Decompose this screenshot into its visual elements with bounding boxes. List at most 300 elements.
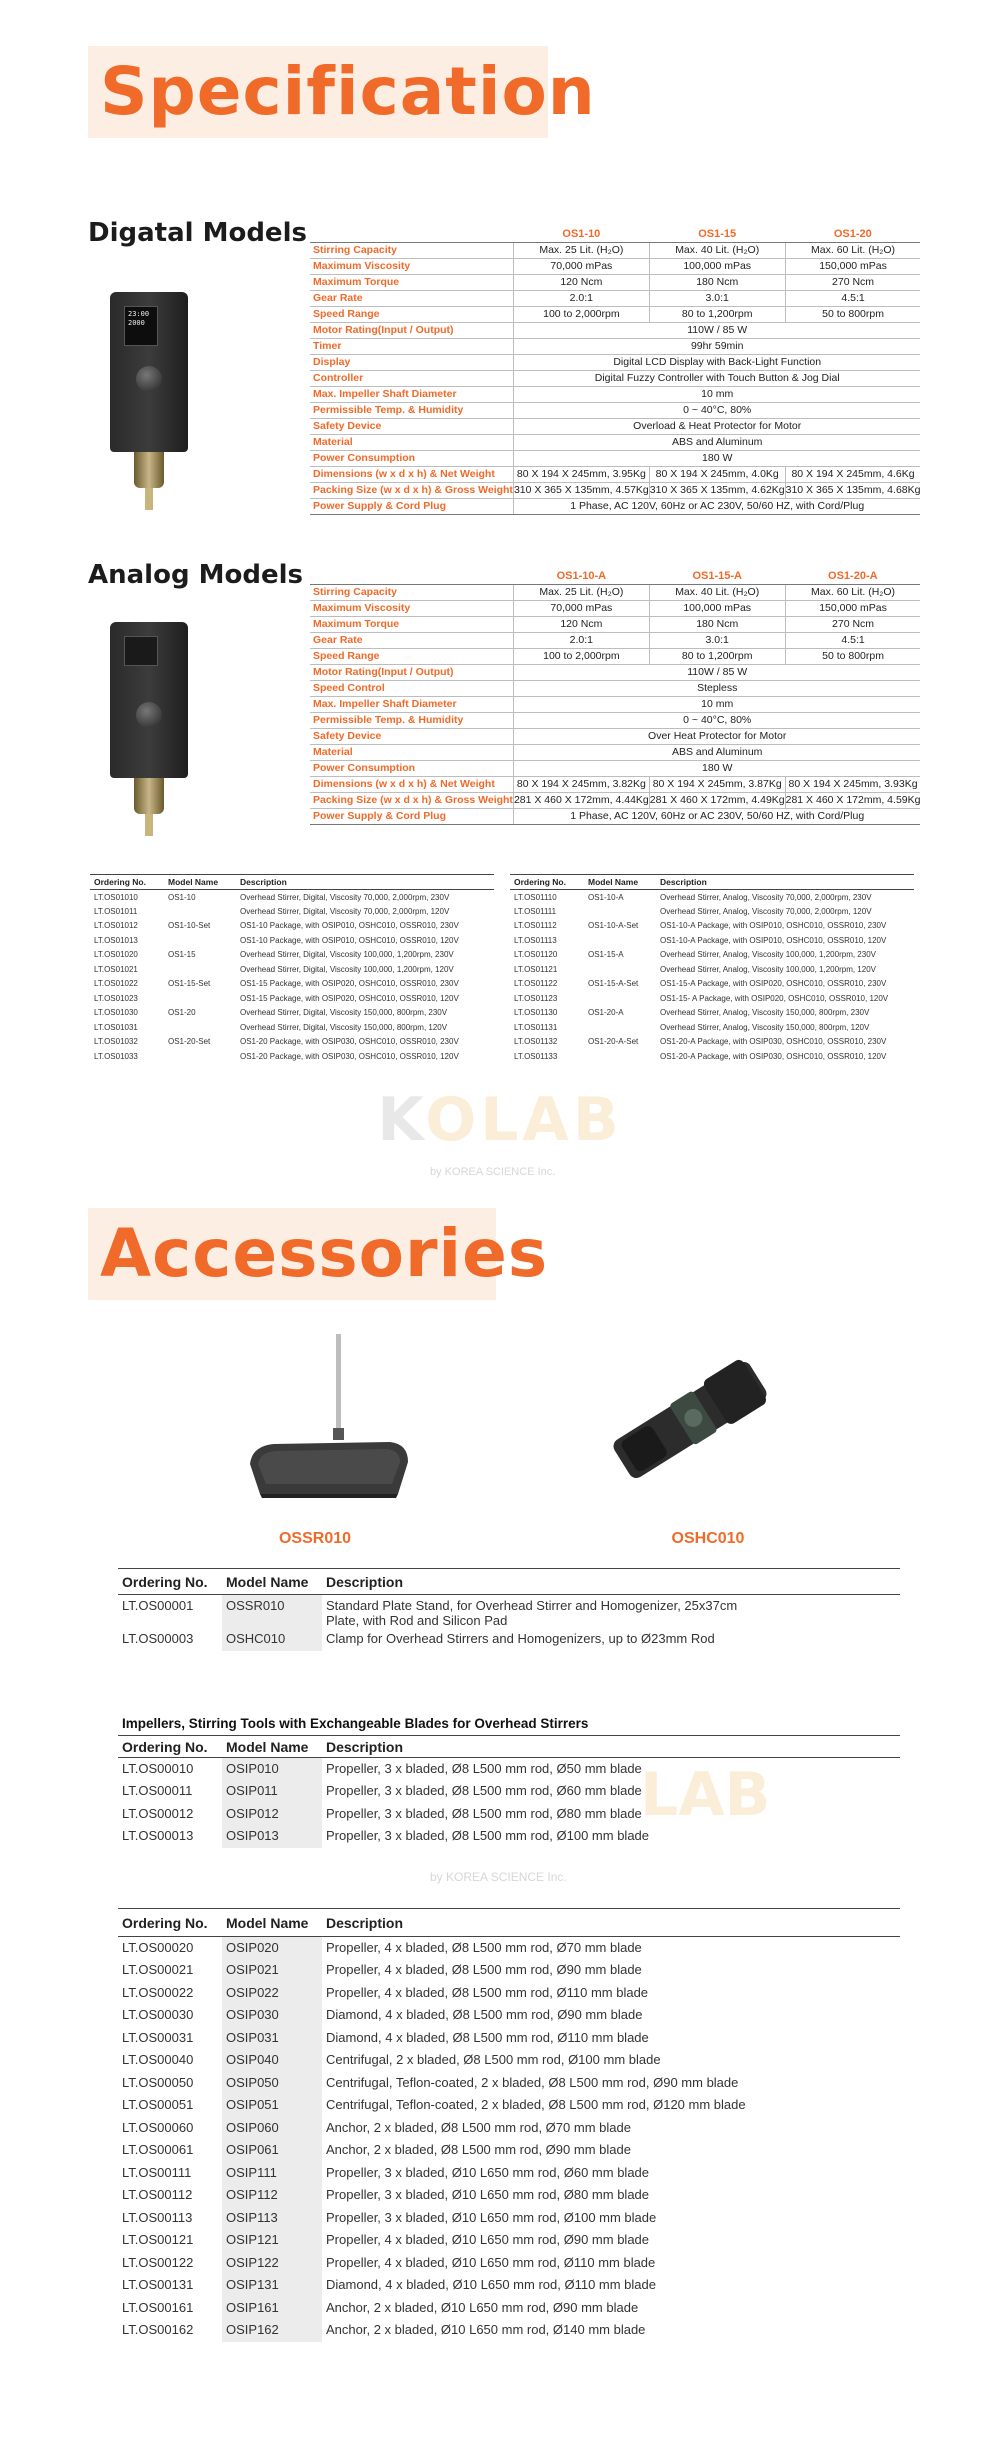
description-cell: Overhead Stirrer, Digital, Viscosity 150,000, 800rpm, 230V bbox=[240, 1008, 448, 1018]
spec-value: 50 to 800rpm bbox=[785, 648, 920, 664]
spec-row bbox=[310, 322, 920, 338]
table-row bbox=[118, 1982, 900, 2005]
spec-value: 120 Ncm bbox=[513, 616, 649, 632]
spec-value: 281 X 460 X 172mm, 4.59Kg bbox=[785, 794, 921, 806]
ordering-no-cell: LT.OS00113 bbox=[122, 2209, 193, 2225]
specification-title: Specification bbox=[100, 53, 596, 130]
ordering-no-cell: LT.OS00021 bbox=[122, 1962, 194, 1977]
spec-label: Maximum Torque bbox=[310, 616, 513, 632]
watermark-k: K bbox=[377, 1085, 426, 1155]
spec-value: Stepless bbox=[513, 680, 920, 696]
ordering-no-cell: LT.OS00031 bbox=[122, 2029, 194, 2045]
spec-value: 70,000 mPas bbox=[513, 258, 649, 274]
spec-value: 150,000 mPas bbox=[785, 258, 920, 274]
spec-row bbox=[310, 808, 920, 824]
ordering-no-cell: LT.OS00010 bbox=[122, 1761, 194, 1776]
impellers-title: Impellers, Stirring Tools with Exchangeable Blades for Overhead Stirrers bbox=[122, 1716, 589, 1731]
analog-stirrer-photo bbox=[110, 622, 188, 778]
ordering-no-cell: LT.OS01010 bbox=[94, 892, 138, 902]
model-name-cell: OSIP040 bbox=[222, 2049, 322, 2072]
spec-model-col: OS1-10 bbox=[513, 226, 649, 242]
spec-value: 80 X 194 X 245mm, 3.87Kg bbox=[649, 776, 785, 792]
ordering-no-header: Ordering No. bbox=[510, 875, 584, 890]
table-row bbox=[90, 919, 494, 934]
spec-label: Motor Rating(Input / Output) bbox=[310, 322, 513, 338]
table-row bbox=[510, 890, 914, 905]
spec-value: 80 to 1,200rpm bbox=[649, 306, 785, 322]
model-name-header: Model Name bbox=[222, 1736, 322, 1758]
description-cell: Propeller, 4 x bladed, Ø8 L500 mm rod, Ø90 mm blade bbox=[326, 1962, 642, 1977]
model-name-cell: OSIP061 bbox=[222, 2139, 322, 2162]
ordering-no-cell: LT.OS00162 bbox=[122, 2322, 194, 2337]
kolab-watermark-fragment: LAB bbox=[640, 1760, 771, 1830]
model-name-header: Model Name bbox=[222, 1569, 322, 1595]
spec-label: Material bbox=[310, 434, 513, 450]
table-row bbox=[90, 977, 494, 992]
spec-row bbox=[310, 616, 920, 632]
digital-spec-header bbox=[310, 226, 920, 242]
ordering-no-cell: LT.OS00011 bbox=[122, 1783, 193, 1798]
ordering-no-cell: LT.OS00001 bbox=[122, 1598, 194, 1613]
spec-label: Max. Impeller Shaft Diameter bbox=[310, 386, 513, 402]
table-row bbox=[118, 2229, 900, 2252]
spec-header-blank bbox=[310, 226, 513, 242]
watermark-subtitle: by KOREA SCIENCE Inc. bbox=[430, 1166, 556, 1178]
ordering-no-cell: LT.OS01113 bbox=[514, 935, 557, 945]
specification-banner bbox=[88, 46, 596, 138]
spec-value: 100 to 2,000rpm bbox=[513, 648, 649, 664]
model-name-cell: OS1-15-A-Set bbox=[588, 979, 639, 989]
spec-value: 2.0:1 bbox=[513, 632, 649, 648]
ordering-no-cell: LT.OS00112 bbox=[122, 2187, 193, 2202]
spec-value: Max. 60 Lit. (H₂O) bbox=[785, 242, 920, 258]
spec-label: Packing Size (w x d x h) & Gross Weight bbox=[310, 792, 513, 808]
table-row bbox=[510, 977, 914, 992]
spec-row bbox=[310, 274, 920, 290]
table-row bbox=[118, 1628, 900, 1651]
table-row bbox=[510, 933, 914, 948]
model-name-cell: OSIP131 bbox=[222, 2274, 322, 2297]
spec-label: Material bbox=[310, 744, 513, 760]
jog-dial-icon bbox=[136, 366, 162, 392]
description-cell: Centrifugal, Teflon-coated, 2 x bladed, Ø8 L500 mm rod, Ø90 mm blade bbox=[326, 2074, 739, 2090]
accessory-label: OSHC010 bbox=[671, 1530, 745, 1547]
spec-row bbox=[310, 434, 920, 450]
spec-row bbox=[310, 338, 920, 354]
model-name-cell: OSIP112 bbox=[222, 2184, 322, 2207]
spec-value: 80 X 194 X 245mm, 4.0Kg bbox=[649, 466, 785, 482]
description-cell: Overhead Stirrer, Digital, Viscosity 100,000, 1,200rpm, 230V bbox=[240, 950, 454, 960]
model-name-cell bbox=[164, 962, 236, 977]
accessory-label: OSSR010 bbox=[278, 1530, 352, 1547]
table-row bbox=[510, 1035, 914, 1050]
spec-row bbox=[310, 386, 920, 402]
spec-label: Power Supply & Cord Plug bbox=[310, 498, 513, 514]
model-name-cell: OSIP021 bbox=[222, 1959, 322, 1982]
description-cell: Standard Plate Stand, for Overhead Stirrer and Homogenizer, 25x37cm Plate, with Rod and Silicon Pad bbox=[326, 1598, 738, 1628]
description-cell: OS1-10 Package, with OSIP010, OSHC010, OSSR010, 230V bbox=[240, 921, 459, 931]
watermark-o: O bbox=[425, 1085, 481, 1155]
spec-label: Speed Range bbox=[310, 306, 513, 322]
table-row bbox=[90, 962, 494, 977]
model-name-cell: OSIP051 bbox=[222, 2094, 322, 2117]
model-name-cell: OS1-10-A-Set bbox=[588, 921, 639, 931]
ordering-no-cell: LT.OS01112 bbox=[514, 921, 557, 931]
description-cell: Centrifugal, Teflon-coated, 2 x bladed, Ø8 L500 mm rod, Ø120 mm blade bbox=[326, 2097, 746, 2112]
table-row bbox=[510, 904, 914, 919]
model-name-cell bbox=[584, 962, 656, 977]
spec-label: Controller bbox=[310, 370, 513, 386]
model-name-cell: OSIP121 bbox=[222, 2229, 322, 2252]
spec-value: 80 X 194 X 245mm, 3.82Kg bbox=[513, 776, 649, 792]
ordering-no-cell: LT.OS00122 bbox=[122, 2254, 194, 2270]
spec-value: 270 Ncm bbox=[785, 274, 920, 290]
spec-value: 4.5:1 bbox=[785, 632, 920, 648]
description-cell: OS1-20 Package, with OSIP030, OSHC010, OSSR010, 120V bbox=[240, 1051, 459, 1061]
spec-row bbox=[310, 498, 920, 514]
accessories-header bbox=[118, 1569, 900, 1595]
model-name-cell: OS1-15 bbox=[168, 950, 196, 960]
table-row bbox=[118, 2072, 900, 2095]
ordering-no-cell: LT.OS00051 bbox=[122, 2097, 194, 2112]
table-row bbox=[118, 1937, 900, 1960]
description-cell: OS1-15 Package, with OSIP020, OSHC010, OSSR010, 120V bbox=[240, 993, 459, 1003]
spec-row bbox=[310, 648, 920, 664]
spec-value: 70,000 mPas bbox=[513, 600, 649, 616]
spec-row bbox=[310, 450, 920, 466]
model-name-cell: OSIP113 bbox=[222, 2207, 322, 2230]
spec-value: 1 Phase, AC 120V, 60Hz or AC 230V, 50/60 HZ, with Cord/Plug bbox=[513, 498, 920, 514]
table-row bbox=[90, 933, 494, 948]
spec-label: Power Supply & Cord Plug bbox=[310, 808, 513, 824]
spec-value: 281 X 460 X 172mm, 4.44Kg bbox=[513, 794, 649, 806]
spec-value: 99hr 59min bbox=[513, 338, 920, 354]
description-header: Description bbox=[322, 1909, 900, 1937]
description-cell: Overhead Stirrer, Analog, Viscosity 150,000, 800rpm, 230V bbox=[660, 1008, 870, 1018]
table-row bbox=[118, 1803, 900, 1826]
ordering-no-cell: LT.OS01131 bbox=[514, 1022, 558, 1032]
ordering-no-cell: LT.OS01130 bbox=[514, 1008, 558, 1018]
spec-label: Speed Control bbox=[310, 680, 513, 696]
description-cell: Overhead Stirrer, Digital, Viscosity 70,000, 2,000rpm, 120V bbox=[240, 906, 450, 916]
table-row bbox=[118, 2319, 900, 2342]
table-row bbox=[90, 890, 494, 905]
spec-value: 3.0:1 bbox=[649, 632, 785, 648]
kolab-watermark bbox=[330, 1085, 670, 1155]
table-row bbox=[118, 2274, 900, 2297]
shaft-icon bbox=[145, 814, 153, 836]
table-row bbox=[118, 1959, 900, 1982]
model-name-cell: OS1-20-A-Set bbox=[588, 1037, 639, 1047]
impellers-header bbox=[118, 1736, 900, 1758]
description-cell: Diamond, 4 x bladed, Ø8 L500 mm rod, Ø90 mm blade bbox=[326, 2007, 643, 2022]
chuck-icon bbox=[134, 778, 164, 814]
ordering-no-header: Ordering No. bbox=[118, 1736, 222, 1758]
model-name-cell: OS1-15-A bbox=[588, 950, 624, 960]
model-name-header: Model Name bbox=[164, 875, 236, 890]
spec-value: Max. 40 Lit. (H₂O) bbox=[649, 584, 785, 600]
model-name-cell bbox=[584, 904, 656, 919]
ordering-no-cell: LT.OS00050 bbox=[122, 2074, 194, 2090]
spec-label: Safety Device bbox=[310, 418, 513, 434]
table-row bbox=[90, 1035, 494, 1050]
spec-row bbox=[310, 306, 920, 322]
description-cell: Overhead Stirrer, Analog, Viscosity 100,000, 1,200rpm, 120V bbox=[660, 964, 876, 974]
spec-row bbox=[310, 632, 920, 648]
description-cell: Anchor, 2 x bladed, Ø8 L500 mm rod, Ø90 mm blade bbox=[326, 2142, 631, 2157]
spec-value: 310 X 365 X 135mm, 4.57Kg bbox=[513, 484, 649, 496]
ordering-no-cell: LT.OS01032 bbox=[94, 1037, 138, 1047]
spec-value: 0 ~ 40°C, 80% bbox=[513, 712, 920, 728]
watermark-subtitle: by KOREA SCIENCE Inc. bbox=[430, 1870, 567, 1884]
description-cell: Centrifugal, 2 x bladed, Ø8 L500 mm rod, Ø100 mm blade bbox=[326, 2052, 661, 2067]
ordering-no-header: Ordering No. bbox=[90, 875, 164, 890]
spec-value: 110W / 85 W bbox=[513, 322, 920, 338]
model-name-cell: OSIP161 bbox=[222, 2297, 322, 2320]
spec-label: Dimensions (w x d x h) & Net Weight bbox=[310, 776, 513, 792]
spec-header-blank bbox=[310, 568, 513, 584]
model-name-cell: OS1-20 bbox=[168, 1008, 196, 1018]
analog-ordering-table bbox=[510, 874, 914, 1064]
ordering-no-cell: LT.OS00020 bbox=[122, 1940, 194, 1955]
spec-value: Max. 25 Lit. (H₂O) bbox=[513, 584, 649, 600]
table-row bbox=[510, 1020, 914, 1035]
ordering-no-cell: LT.OS01030 bbox=[94, 1008, 138, 1018]
spec-row bbox=[310, 744, 920, 760]
model-name-cell: OSHC010 bbox=[222, 1628, 322, 1651]
spec-row bbox=[310, 370, 920, 386]
spec-row bbox=[310, 482, 920, 498]
spec-row bbox=[310, 402, 920, 418]
ordering-no-cell: LT.OS00121 bbox=[122, 2232, 194, 2247]
spec-label: Power Consumption bbox=[310, 760, 513, 776]
spec-model-col: OS1-20 bbox=[785, 226, 920, 242]
spec-label: Permissible Temp. & Humidity bbox=[310, 402, 513, 418]
clamp-photo bbox=[600, 1350, 780, 1490]
spec-row bbox=[310, 696, 920, 712]
spec-value: 270 Ncm bbox=[785, 616, 920, 632]
spec-value: 110W / 85 W bbox=[513, 664, 920, 680]
spec-value: 310 X 365 X 135mm, 4.68Kg bbox=[785, 484, 921, 496]
spec-value: 50 to 800rpm bbox=[785, 306, 920, 322]
ordering-no-cell: LT.OS01011 bbox=[94, 906, 138, 916]
plate-stand-photo bbox=[240, 1334, 420, 1504]
description-header: Description bbox=[322, 1569, 900, 1595]
table-row bbox=[118, 1825, 900, 1848]
spec-value: Max. 40 Lit. (H₂O) bbox=[649, 242, 785, 258]
ordering-no-cell: LT.OS00030 bbox=[122, 2007, 194, 2022]
ordering-no-cell: LT.OS00111 bbox=[122, 2164, 192, 2180]
model-name-cell: OS1-10-Set bbox=[168, 921, 211, 931]
model-name-cell: OSIP013 bbox=[222, 1825, 322, 1848]
lcd-display-icon: 23:00 2000 bbox=[124, 306, 158, 346]
ordering-no-cell: LT.OS01121 bbox=[514, 964, 558, 974]
description-cell: Diamond, 4 x bladed, Ø8 L500 mm rod, Ø110 mm blade bbox=[326, 2029, 649, 2045]
ordering-no-header: Ordering No. bbox=[118, 1569, 222, 1595]
model-name-cell bbox=[584, 1020, 656, 1035]
model-name-cell bbox=[584, 933, 656, 948]
analog-spec-header bbox=[310, 568, 920, 584]
ordering-no-cell: LT.OS01031 bbox=[94, 1022, 138, 1032]
ordering-no-cell: LT.OS00012 bbox=[122, 1805, 194, 1821]
ordering-header bbox=[510, 875, 914, 890]
spec-row bbox=[310, 728, 920, 744]
table-row bbox=[510, 1006, 914, 1021]
shaft-icon bbox=[145, 488, 153, 510]
table-row bbox=[118, 2162, 900, 2185]
analog-models-heading: Analog Models bbox=[88, 560, 303, 590]
spec-label: Maximum Torque bbox=[310, 274, 513, 290]
spec-value: 281 X 460 X 172mm, 4.49Kg bbox=[649, 794, 785, 806]
model-name-cell: OSIP022 bbox=[222, 1982, 322, 2005]
spec-value: Over Heat Protector for Motor bbox=[513, 728, 920, 744]
description-cell: OS1-15 Package, with OSIP020, OSHC010, OSSR010, 230V bbox=[240, 979, 459, 989]
spec-label: Maximum Viscosity bbox=[310, 258, 513, 274]
model-name-cell: OSIP010 bbox=[222, 1758, 322, 1781]
model-name-cell bbox=[164, 1020, 236, 1035]
ordering-no-cell: LT.OS01120 bbox=[514, 950, 558, 960]
description-cell: Propeller, 3 x bladed, Ø10 L650 mm rod, Ø80 mm blade bbox=[326, 2187, 650, 2202]
ordering-no-header: Ordering No. bbox=[118, 1909, 222, 1937]
spec-value: Digital LCD Display with Back-Light Function bbox=[513, 354, 920, 370]
ordering-no-cell: LT.OS01012 bbox=[94, 921, 138, 931]
table-row bbox=[510, 962, 914, 977]
model-name-cell: OSIP012 bbox=[222, 1803, 322, 1826]
description-cell: Anchor, 2 x bladed, Ø8 L500 mm rod, Ø70 mm blade bbox=[326, 2119, 631, 2135]
model-name-cell: OSIP050 bbox=[222, 2072, 322, 2095]
spec-model-col: OS1-15 bbox=[649, 226, 785, 242]
spec-row bbox=[310, 466, 920, 482]
description-cell: OS1-15- A Package, with OSIP020, OSHC010, OSSR010, 120V bbox=[660, 993, 889, 1003]
description-cell: Propeller, 3 x bladed, Ø8 L500 mm rod, Ø50 mm blade bbox=[326, 1761, 642, 1776]
spec-model-col: OS1-20-A bbox=[785, 568, 920, 584]
table-row bbox=[118, 2207, 900, 2230]
spec-value: 4.5:1 bbox=[785, 290, 920, 306]
model-name-cell: OSIP030 bbox=[222, 2004, 322, 2027]
table-row bbox=[90, 1049, 494, 1064]
spec-value: ABS and Aluminum bbox=[513, 434, 920, 450]
spec-row bbox=[310, 760, 920, 776]
spec-value: 180 Ncm bbox=[649, 616, 785, 632]
spec-label: Display bbox=[310, 354, 513, 370]
ordering-no-cell: LT.OS01111 bbox=[514, 906, 557, 916]
description-cell: Clamp for Overhead Stirrers and Homogenizers, up to Ø23mm Rod bbox=[326, 1631, 715, 1646]
model-name-cell bbox=[164, 991, 236, 1006]
spec-value: 10 mm bbox=[513, 386, 920, 402]
digital-models-heading: Digatal Models bbox=[88, 218, 307, 248]
spec-row bbox=[310, 776, 920, 792]
table-row bbox=[90, 904, 494, 919]
description-cell: Overhead Stirrer, Digital, Viscosity 70,000, 2,000rpm, 230V bbox=[240, 892, 450, 902]
table-row bbox=[118, 2117, 900, 2140]
spec-label: Speed Range bbox=[310, 648, 513, 664]
description-header: Description bbox=[322, 1736, 900, 1758]
model-name-cell: OSIP031 bbox=[222, 2027, 322, 2050]
table-row bbox=[510, 948, 914, 963]
description-cell: Propeller, 4 x bladed, Ø10 L650 mm rod, Ø110 mm blade bbox=[326, 2254, 656, 2270]
spec-value: 100 to 2,000rpm bbox=[513, 306, 649, 322]
spec-row bbox=[310, 584, 920, 600]
accessories-title: Accessories bbox=[100, 1215, 549, 1292]
description-cell: OS1-20 Package, with OSIP030, OSHC010, OSSR010, 230V bbox=[240, 1037, 459, 1047]
ordering-no-cell: LT.OS00131 bbox=[122, 2277, 194, 2292]
ordering-no-cell: LT.OS01022 bbox=[94, 979, 138, 989]
table-row bbox=[118, 2027, 900, 2050]
table-row bbox=[118, 2252, 900, 2275]
spec-label: Motor Rating(Input / Output) bbox=[310, 664, 513, 680]
description-cell: Propeller, 4 x bladed, Ø10 L650 mm rod, Ø90 mm blade bbox=[326, 2232, 650, 2247]
spec-value: Max. 25 Lit. (H₂O) bbox=[513, 242, 649, 258]
accessories-banner bbox=[88, 1208, 549, 1300]
description-cell: Overhead Stirrer, Analog, Viscosity 100,000, 1,200rpm, 230V bbox=[660, 950, 876, 960]
analog-panel-icon bbox=[124, 636, 158, 666]
spec-value: 100,000 mPas bbox=[649, 258, 785, 274]
spec-value: 3.0:1 bbox=[649, 290, 785, 306]
ordering-no-cell: LT.OS01033 bbox=[94, 1051, 138, 1061]
description-cell: Propeller, 3 x bladed, Ø8 L500 mm rod, Ø80 mm blade bbox=[326, 1805, 642, 1821]
ordering-no-cell: LT.OS01123 bbox=[514, 993, 558, 1003]
model-name-cell: OSIP011 bbox=[222, 1780, 322, 1803]
spec-label: Gear Rate bbox=[310, 632, 513, 648]
table-row bbox=[118, 2004, 900, 2027]
spec-label: Dimensions (w x d x h) & Net Weight bbox=[310, 466, 513, 482]
model-name-cell: OSIP162 bbox=[222, 2319, 322, 2342]
table-row bbox=[118, 1758, 900, 1781]
description-cell: Overhead Stirrer, Analog, Viscosity 70,000, 2,000rpm, 230V bbox=[660, 892, 872, 902]
spec-label: Stirring Capacity bbox=[310, 242, 513, 258]
spec-value: 310 X 365 X 135mm, 4.62Kg bbox=[649, 484, 785, 496]
spec-value: ABS and Aluminum bbox=[513, 744, 920, 760]
spec-model-col: OS1-15-A bbox=[649, 568, 785, 584]
description-cell: Propeller, 3 x bladed, Ø8 L500 mm rod, Ø60 mm blade bbox=[326, 1783, 642, 1798]
table-row bbox=[510, 1049, 914, 1064]
spec-label: Power Consumption bbox=[310, 450, 513, 466]
impellers-table-2 bbox=[118, 1908, 900, 2342]
spec-value: 80 X 194 X 245mm, 3.95Kg bbox=[513, 466, 649, 482]
digital-stirrer-photo bbox=[110, 292, 188, 452]
table-row bbox=[118, 1595, 900, 1629]
analog-spec-table bbox=[310, 568, 920, 825]
table-row bbox=[118, 2184, 900, 2207]
ordering-no-cell: LT.OS01122 bbox=[514, 979, 558, 989]
ordering-no-cell: LT.OS00161 bbox=[122, 2299, 194, 2315]
impellers-table-1 bbox=[118, 1735, 900, 1848]
model-name-cell: OS1-10-A bbox=[588, 892, 624, 902]
spec-label: Permissible Temp. & Humidity bbox=[310, 712, 513, 728]
table-row bbox=[510, 991, 914, 1006]
spec-value: 80 X 194 X 245mm, 3.93Kg bbox=[785, 776, 920, 792]
ordering-no-cell: LT.OS01023 bbox=[94, 993, 138, 1003]
spec-value: 0 ~ 40°C, 80% bbox=[513, 402, 920, 418]
description-cell: Propeller, 4 x bladed, Ø8 L500 mm rod, Ø70 mm blade bbox=[326, 1940, 642, 1955]
description-cell: OS1-20-A Package, with OSIP030, OSHC010, OSSR010, 120V bbox=[660, 1051, 887, 1061]
model-name-cell: OS1-10 bbox=[168, 892, 196, 902]
spec-value: 80 to 1,200rpm bbox=[649, 648, 785, 664]
table-row bbox=[118, 2094, 900, 2117]
description-cell: OS1-10-A Package, with OSIP010, OSHC010, OSSR010, 230V bbox=[660, 921, 887, 931]
spec-value: 1 Phase, AC 120V, 60Hz or AC 230V, 50/60 HZ, with Cord/Plug bbox=[513, 808, 920, 824]
description-cell: OS1-10 Package, with OSIP010, OSHC010, OSSR010, 120V bbox=[240, 935, 459, 945]
spec-row bbox=[310, 792, 920, 808]
spec-row bbox=[310, 354, 920, 370]
description-cell: Propeller, 3 x bladed, Ø8 L500 mm rod, Ø100 mm blade bbox=[326, 1828, 650, 1843]
model-name-cell bbox=[164, 933, 236, 948]
description-cell: Overhead Stirrer, Digital, Viscosity 150,000, 800rpm, 120V bbox=[240, 1022, 448, 1032]
spec-label: Safety Device bbox=[310, 728, 513, 744]
spec-value: Digital Fuzzy Controller with Touch Button & Jog Dial bbox=[513, 370, 920, 386]
model-name-cell: OSIP060 bbox=[222, 2117, 322, 2140]
spec-row bbox=[310, 664, 920, 680]
